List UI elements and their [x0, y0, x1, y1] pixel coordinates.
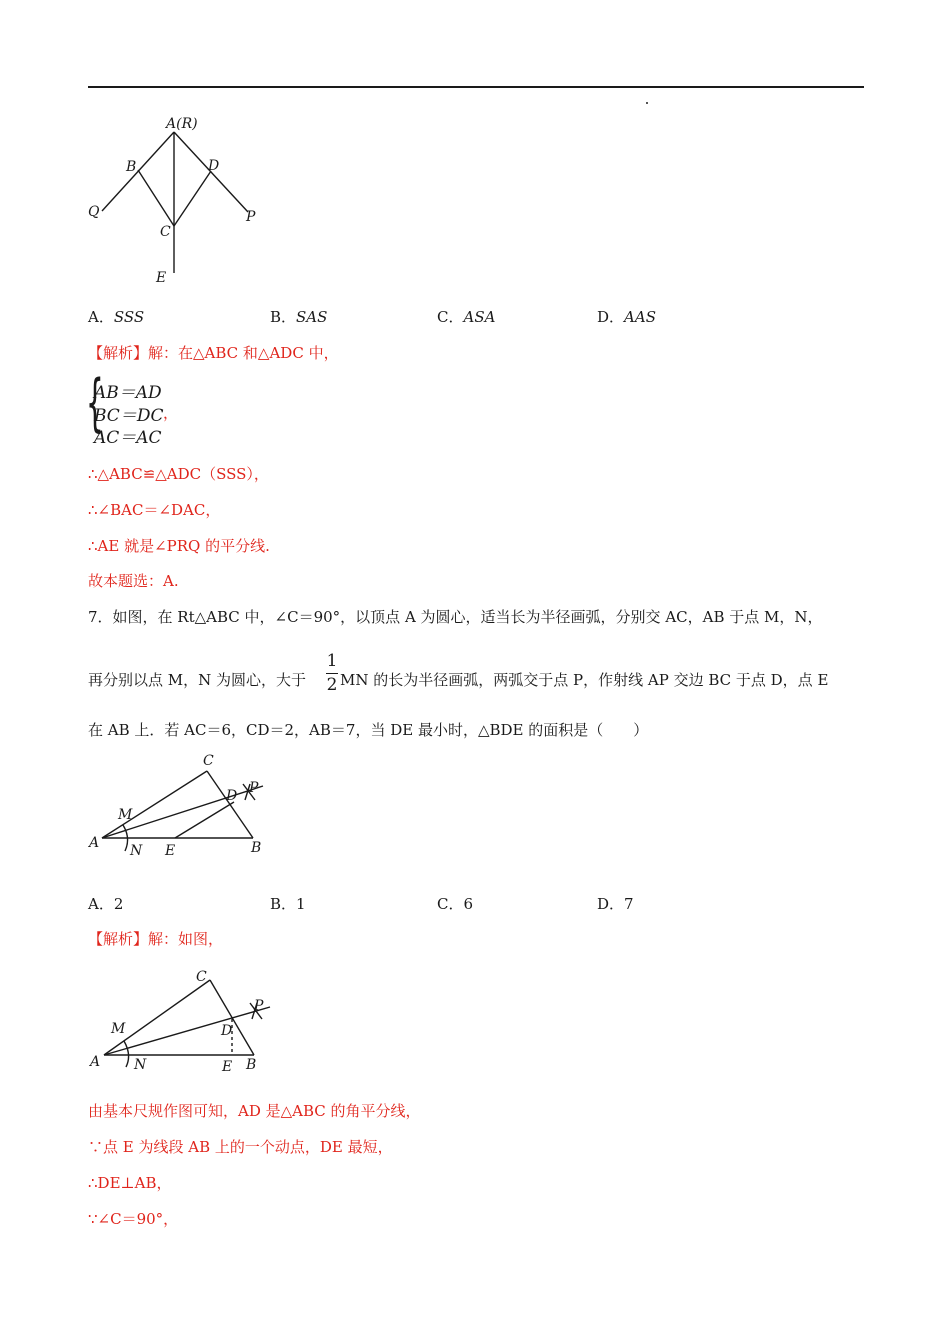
option-text: 7	[624, 895, 634, 913]
figure-triangle-q7	[85, 748, 285, 863]
q6-option-b[interactable]	[270, 306, 327, 327]
label-A: A	[90, 1054, 101, 1070]
q6-solution-line4: ∴AE 就是∠PRQ 的平分线.	[88, 537, 270, 555]
label-E: E	[156, 270, 167, 286]
system-eq-3: AC＝AC	[94, 428, 162, 448]
option-letter: C．	[437, 308, 464, 326]
q6-option-a[interactable]	[88, 306, 144, 327]
label-A-R: A(R)	[166, 116, 198, 132]
solution-text: 解：如图，	[148, 930, 224, 948]
q7-stem-line1: 7．如图，在 Rt△ABC 中，∠C＝90°，以顶点 A 为圆心，适当长为半径画弧，分别交 AC，AB 于点 M，N，	[88, 608, 823, 626]
option-letter: B．	[270, 308, 297, 326]
label-M: M	[111, 1021, 126, 1037]
q6-solution-line2: ∴△ABC≌△ADC（SSS），	[88, 465, 269, 483]
label-E: E	[165, 843, 176, 859]
option-letter: A．	[88, 308, 114, 326]
label-M: M	[118, 807, 133, 823]
system-brace: {	[86, 366, 104, 439]
fraction-denominator: 2	[326, 675, 338, 695]
label-C: C	[196, 969, 207, 985]
q7-solution-line5: ∵∠C＝90°，	[88, 1210, 179, 1228]
option-text: 1	[296, 895, 306, 913]
option-text: SAS	[296, 308, 328, 326]
option-letter: A．	[88, 895, 114, 913]
label-B: B	[251, 840, 262, 856]
fraction-bar	[326, 673, 338, 674]
q6-solution-line5: 故本题选：A.	[88, 572, 179, 590]
fraction-numerator: 1	[326, 651, 338, 671]
q7-solution-line3: ∵点 E 为线段 AB 上的一个动点，DE 最短，	[88, 1138, 393, 1156]
system-comma: ，	[163, 404, 179, 422]
solution-tag: 【解析】	[88, 930, 149, 948]
label-N: N	[130, 843, 143, 859]
solution-text: 解：在△ABC 和△ADC 中，	[148, 344, 339, 362]
option-letter: D．	[597, 895, 625, 913]
label-E: E	[222, 1059, 233, 1075]
label-C: C	[203, 753, 214, 769]
option-letter: D．	[597, 308, 625, 326]
label-B: B	[246, 1057, 257, 1073]
label-Q: Q	[88, 204, 100, 220]
label-D: D	[226, 788, 238, 804]
option-letter: C．	[437, 895, 464, 913]
q6-solution-line1	[88, 342, 339, 363]
q7-stem-line2-pre: 再分别以点 M，N 为圆心，大于	[88, 671, 307, 689]
label-D: D	[221, 1023, 233, 1039]
q6-option-d[interactable]	[597, 306, 656, 327]
label-A: A	[89, 835, 100, 851]
option-text: AAS	[624, 308, 656, 326]
q7-option-c[interactable]	[437, 893, 473, 914]
label-N: N	[134, 1057, 147, 1073]
speck	[646, 102, 648, 104]
figure-triangle-solution	[88, 963, 288, 1078]
q7-solution-line1	[88, 928, 223, 949]
q7-solution-line2: 由基本尺规作图可知，AD 是△ABC 的角平分线，	[88, 1102, 421, 1120]
option-text: 6	[463, 895, 474, 913]
label-P: P	[254, 998, 264, 1014]
figure-angle-bisector-tool	[80, 108, 280, 288]
q7-option-b[interactable]	[270, 893, 306, 914]
q7-option-a[interactable]	[88, 893, 123, 914]
q6-option-c[interactable]	[437, 306, 495, 327]
label-P: P	[249, 780, 259, 796]
q7-solution-line4: ∴DE⊥AB，	[88, 1174, 172, 1192]
label-B: B	[126, 159, 137, 175]
solution-tag: 【解析】	[88, 344, 149, 362]
q7-option-d[interactable]	[597, 893, 634, 914]
header-rule	[88, 86, 864, 88]
option-text: ASA	[463, 308, 496, 326]
label-D: D	[208, 158, 220, 174]
q6-solution-line3: ∴∠BAC＝∠DAC，	[88, 501, 221, 519]
label-P: P	[246, 209, 256, 225]
q7-stem-line2-post: MN 的长为半径画弧，两弧交于点 P，作射线 AP 交边 BC 于点 D，点 E	[340, 671, 829, 689]
q7-stem-line3: 在 AB 上．若 AC＝6，CD＝2，AB＝7，当 DE 最小时，△BDE 的面积是（ ）	[88, 721, 649, 739]
system-eq-2: BC＝DC	[94, 406, 164, 426]
option-text: 2	[113, 895, 124, 913]
option-letter: B．	[270, 895, 297, 913]
option-text: SSS	[113, 308, 145, 326]
label-C: C	[160, 224, 171, 240]
system-eq-1: AB＝AD	[94, 383, 162, 403]
